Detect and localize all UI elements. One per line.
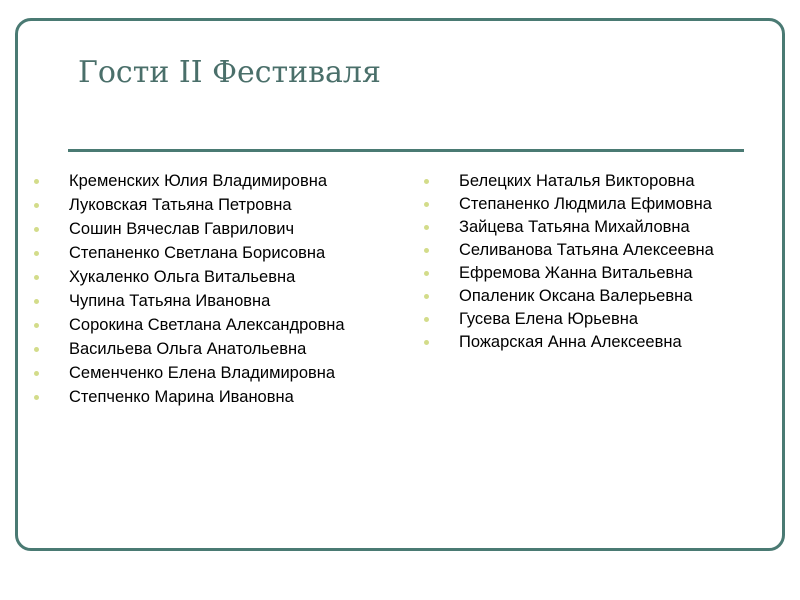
guest-name: Хукаленко Ольга Витальевна: [69, 268, 296, 286]
bullet-icon: [424, 248, 429, 253]
bullet-icon: [34, 179, 39, 184]
list-item: [34, 387, 414, 407]
guest-name: Белецких Наталья Викторовна: [459, 172, 695, 190]
list-item: [424, 332, 734, 352]
guest-list-right: [424, 171, 734, 355]
guest-name: Опаленик Оксана Валерьевна: [459, 287, 693, 305]
list-item: [34, 267, 414, 287]
slide-frame: [15, 18, 785, 551]
list-item: [424, 171, 734, 191]
bullet-icon: [424, 202, 429, 207]
bullet-icon: [34, 227, 39, 232]
list-item: [34, 363, 414, 383]
bullet-icon: [34, 203, 39, 208]
guest-name: Семенченко Елена Владимировна: [69, 364, 336, 382]
list-item: [34, 219, 414, 239]
guest-name: Степченко Марина Ивановна: [69, 388, 294, 406]
bullet-icon: [424, 179, 429, 184]
list-item: [34, 195, 414, 215]
bullet-icon: [424, 271, 429, 276]
list-item: [424, 309, 734, 329]
bullet-icon: [34, 347, 39, 352]
guest-name: Степаненко Светлана Борисовна: [69, 244, 326, 262]
bullet-icon: [424, 294, 429, 299]
list-item: [424, 286, 734, 306]
guest-name: Гусева Елена Юрьевна: [459, 310, 639, 328]
bullet-icon: [34, 371, 39, 376]
guest-name: Ефремова Жанна Витальевна: [459, 264, 693, 282]
bullet-icon: [34, 323, 39, 328]
bullet-icon: [34, 299, 39, 304]
bullet-icon: [424, 225, 429, 230]
list-item: [424, 194, 734, 214]
guest-name: Чупина Татьяна Ивановна: [69, 292, 271, 310]
list-item: [34, 339, 414, 359]
bullet-icon: [34, 251, 39, 256]
guest-list-left: [34, 171, 414, 411]
bullet-icon: [34, 395, 39, 400]
guest-name: Васильева Ольга Анатольевна: [69, 340, 307, 358]
bullet-icon: [34, 275, 39, 280]
list-item: [34, 291, 414, 311]
guest-name: Селиванова Татьяна Алексеевна: [459, 241, 714, 259]
guest-name: Сорокина Светлана Александровна: [69, 316, 345, 334]
title-divider: [68, 149, 744, 152]
guest-name: Пожарская Анна Алексеевна: [459, 333, 682, 351]
list-item: [424, 240, 734, 260]
list-item: [34, 243, 414, 263]
list-item: [34, 171, 414, 191]
guest-name: Сошин Вячеслав Гаврилович: [69, 220, 295, 238]
guest-name: Зайцева Татьяна Михайловна: [459, 218, 690, 236]
list-item: [34, 315, 414, 335]
guest-name: Луковская Татьяна Петровна: [69, 196, 292, 214]
slide-title: Гости II Фестиваля: [78, 55, 381, 90]
list-item: [424, 263, 734, 283]
bullet-icon: [424, 317, 429, 322]
guest-name: Кременских Юлия Владимировна: [69, 172, 328, 190]
bullet-icon: [424, 340, 429, 345]
guest-name: Степаненко Людмила Ефимовна: [459, 195, 712, 213]
list-item: [424, 217, 734, 237]
